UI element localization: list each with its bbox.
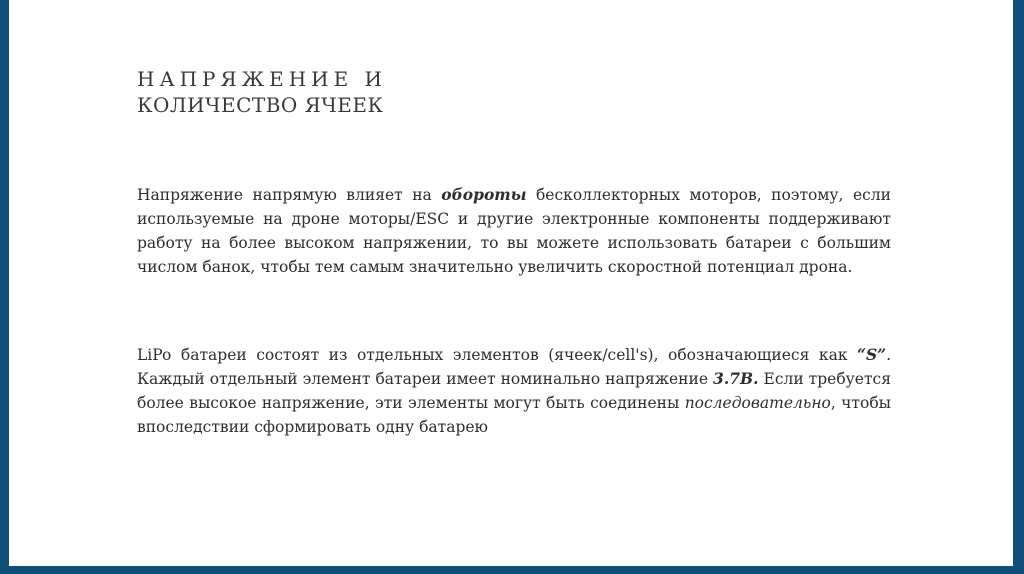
paragraph-1-text-1: Напряжение напрямую влияет на xyxy=(137,186,442,204)
paragraph-2-emphasis-s: “S” xyxy=(857,345,887,364)
title-line-1: НАПРЯЖЕНИЕ И xyxy=(137,67,387,91)
paragraph-cells xyxy=(137,343,891,439)
slide-title xyxy=(137,66,387,118)
paragraph-voltage xyxy=(137,183,891,279)
paragraph-2-emphasis-voltage: 3.7В. xyxy=(713,369,759,388)
paragraph-2-emphasis-series: последовательно xyxy=(684,394,831,412)
paragraph-2-text-1: LiPo батареи состоят из отдельных элементов (ячеек/cell's), обозначающиеся как xyxy=(137,346,858,364)
paragraph-2-text-2: . Каждый отдельный элемент батареи имеет номинально напряжение xyxy=(137,346,891,388)
title-line-2: КОЛИЧЕСТВО ЯЧЕЕК xyxy=(137,93,384,117)
paragraph-2-text-4: , чтобы впоследствии сформировать одну батарею xyxy=(137,394,891,436)
paragraph-2-text-3: Если требуется более высокое напряжение, эти элементы могут быть соединены xyxy=(137,370,892,412)
paragraph-1-text-2: бесколлекторных моторов, поэтому, если используемые на дроне моторы/ESC и другие электронные компоненты поддерживают работу на более высоком напряжении, то вы можете использовать батареи с большим числом банок, чтобы тем самым значительно увеличить скоростной потенциал дрона. xyxy=(137,186,891,276)
slide xyxy=(9,0,1013,566)
paragraph-1-emphasis-rpm: обороты xyxy=(441,185,527,204)
